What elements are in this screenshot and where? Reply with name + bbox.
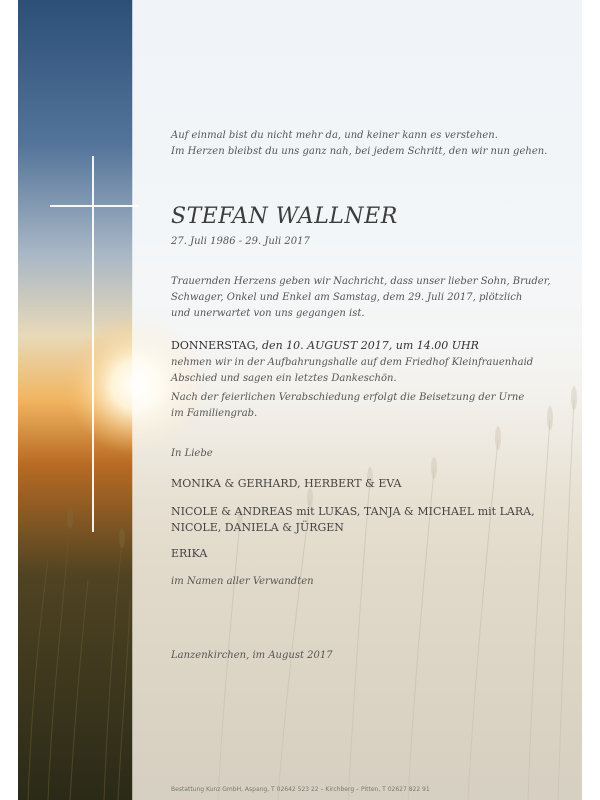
funeral-line: nehmen wir in der Aufbahrungshalle auf dem Friedhof Kleinfrauenhaid xyxy=(171,357,534,368)
deceased-name: STEFAN WALLNER xyxy=(171,204,398,229)
mourner-family-line: NICOLE & ANDREAS mit LUKAS, TANJA & MICHAEL mit LARA, xyxy=(171,505,535,518)
mourner-family: ERIKA xyxy=(171,547,208,560)
quote-line: Im Herzen bleibst du uns ganz nah, bei jedem Schritt, den wir nun gehen. xyxy=(171,146,548,157)
mourner-family xyxy=(171,504,566,536)
burial-line: im Familiengrab. xyxy=(171,408,258,419)
cross-icon xyxy=(92,156,94,532)
announcement-line: Schwager, Onkel und Enkel am Samstag, dem 29. Juli 2017, plötzlich xyxy=(171,292,523,303)
funeral-details xyxy=(171,355,566,387)
place-and-date: Lanzenkirchen, im August 2017 xyxy=(171,650,333,661)
funeral-date-heading xyxy=(171,338,566,354)
burial-line: Nach der feierlichen Verabschiedung erfolgt die Beisetzung der Urne xyxy=(171,392,525,403)
funeral-date: den 10. AUGUST 2017, um 14.00 UHR xyxy=(258,339,479,352)
relatives-note: im Namen aller Verwandten xyxy=(171,576,314,587)
quote-line: Auf einmal bist du nicht mehr da, und keiner kann es verstehen. xyxy=(171,130,498,141)
funeral-line: Abschied und sagen ein letztes Dankeschön. xyxy=(171,373,397,384)
funeral-home-footer: Bestattung Kunz GmbH, Aspang, T 02642 523 22 – Kirchberg – Pitten, T 02627 822 91 xyxy=(171,786,430,793)
announcement-line: und unerwartet von uns gegangen ist. xyxy=(171,308,365,319)
burial-details xyxy=(171,390,566,422)
life-dates: 27. Juli 1986 - 29. Juli 2017 xyxy=(171,236,310,247)
funeral-weekday: DONNERSTAG, xyxy=(171,339,259,352)
mourner-family: MONIKA & GERHARD, HERBERT & EVA xyxy=(171,477,402,490)
cross-icon-bar xyxy=(50,205,138,207)
memorial-quote xyxy=(171,128,566,160)
announcement-line: Trauernden Herzens geben wir Nachricht, dass unser lieber Sohn, Bruder, xyxy=(171,276,551,287)
mourner-family-line: NICOLE, DANIELA & JÜRGEN xyxy=(171,521,344,534)
death-announcement xyxy=(171,274,566,322)
mourners-intro: In Liebe xyxy=(171,448,213,459)
